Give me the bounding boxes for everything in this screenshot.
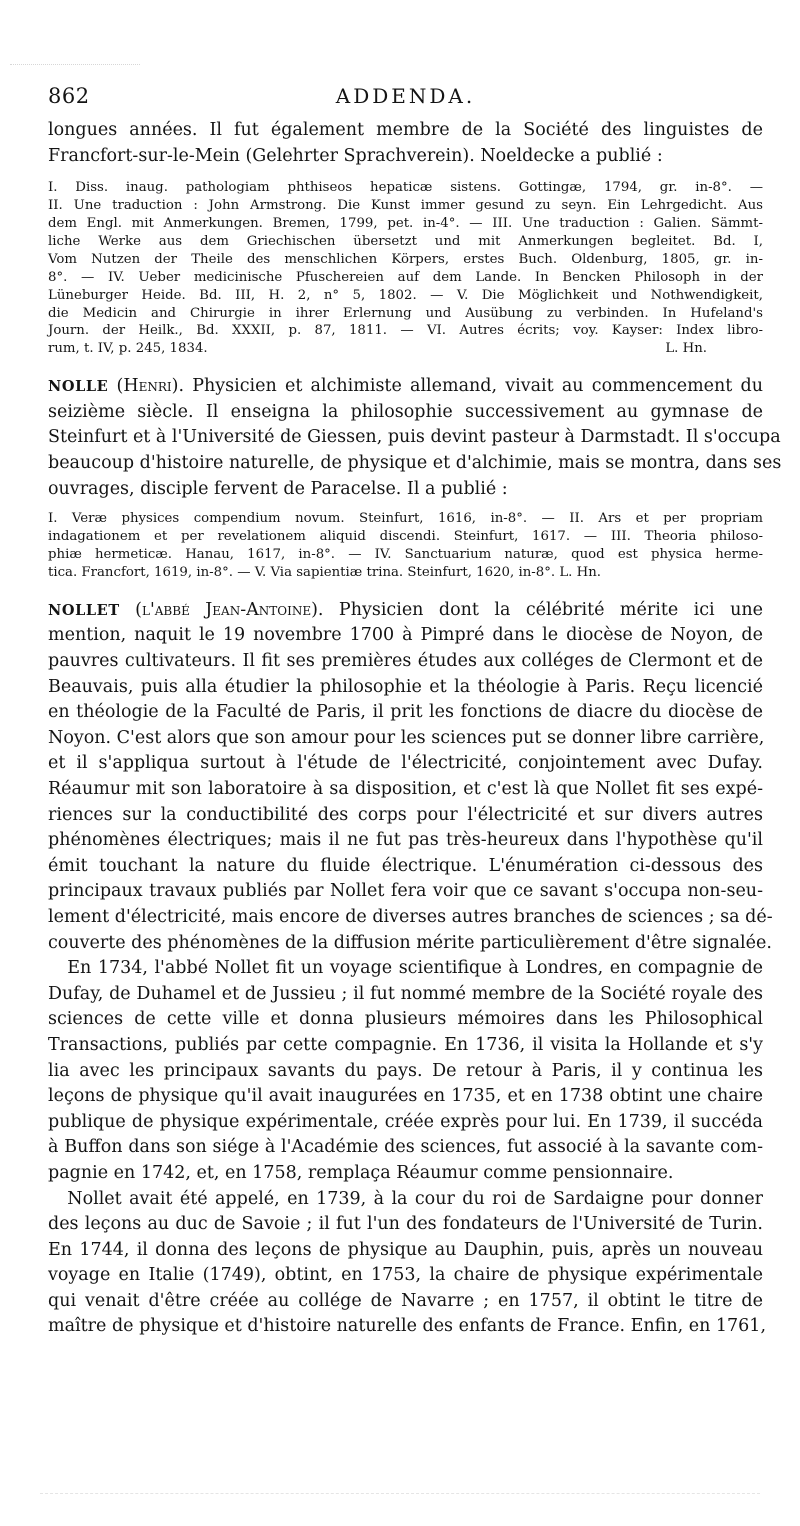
page-number: 862 — [48, 84, 90, 108]
biblio-line: liche Werke aus dem Griechischen übersetzt und mit Anmerkungen begleitet. Bd. I, — [48, 233, 763, 249]
entry-headword: NOLLET — [48, 601, 120, 619]
text-line: lia avec les principaux savants du pays. De retour à Paris, il y continua les — [48, 1060, 763, 1081]
text-fragment: Physicien dont la célébrité mérite ici une — [338, 599, 763, 620]
text-line: beaucoup d'histoire naturelle, de physique et d'alchimie, mais se montra, dans ses — [48, 453, 782, 474]
entry-nollet — [48, 598, 773, 956]
scan-bottom-edge — [40, 1493, 760, 1502]
biblio-line: Lüneburger Heide. Bd. III, H. 2, n° 5, 1802. — V. Die Möglichkeit und Nothwendigkeit, — [48, 287, 763, 303]
text-line: maître de physique et d'histoire naturelle des enfants de France. Enfin, en 1761, — [48, 1316, 767, 1337]
entry-nolle — [48, 374, 782, 502]
biblio-line: dem Engl. mit Anmerkungen. Bremen, 1799, pet. in-4°. — III. Une traduction : Galien. Sämmt- — [48, 216, 763, 231]
entry-name: (Henri). — [116, 376, 185, 397]
running-title: ADDENDA. — [335, 84, 476, 108]
biblio-line: tica. Francfort, 1619, in-8°. — V. Via sapientiæ trina. Steinfurt, 1620, in-8°. L. Hn. — [48, 564, 601, 580]
author-signature: L. Hn. — [665, 341, 707, 357]
text-line: et il s'appliqua surtout à l'étude de l'électricité, conjointement avec Dufay. — [48, 753, 763, 774]
text-line: Réaumur mit son laboratoire à sa disposition, et c'est là que Nollet fit ses expé- — [48, 779, 763, 799]
text-line: Francfort-sur-le-Mein (Gelehrter Sprachverein). Noeldecke a publié : — [48, 145, 663, 166]
text-line: Beauvais, puis alla étudier la philosophie et la théologie à Paris. Reçu licencié — [48, 676, 763, 697]
entry-name: (l'abbé Jean-Antoine). — [135, 599, 324, 620]
biblio-line: die Medicin and Chirurgie in ihrer Erlernung und Ausübung zu verbinden. In Hufeland's — [48, 305, 763, 321]
text-line: En 1744, il donna des leçons de physique au Dauphin, puis, après un nouveau — [48, 1239, 763, 1260]
text-line: riences sur la conductibilité des corps pour l'électricité et sur divers autres — [48, 804, 763, 825]
text-line: Nollet avait été appelé, en 1739, à la cour du roi de Sardaigne pour donner — [67, 1188, 763, 1209]
entry-headword: NOLLE — [48, 378, 109, 396]
text-line: émit touchant la nature du fluide électrique. L'énumération ci-dessous des — [48, 855, 763, 876]
text-fragment: Physicien et alchimiste allemand, vivait au commencement du — [192, 376, 763, 397]
text-line — [48, 374, 763, 400]
continuation-paragraph — [48, 118, 763, 169]
text-line: leçons de physique qu'il avait inaugurées en 1735, et en 1738 obtint une chaire — [48, 1086, 763, 1107]
page-body — [48, 118, 782, 1340]
biblio-line: I. Veræ physices compendium novum. Steinfurt, 1616, in-8°. — II. Ars et per propriam — [48, 511, 763, 527]
text-line: pauvres cultivateurs. Il fit ses premières études aux colléges de Clermont et de — [48, 651, 763, 672]
text-line: phénomènes électriques; mais il ne fut pas très-heureux dans l'hypothèse qu'il — [48, 830, 763, 851]
text-line: en théologie de la Faculté de Paris, il prit les fonctions de diacre du diocèse de — [48, 702, 763, 723]
text-line: En 1734, l'abbé Nollet fit un voyage scientifique à Londres, en compagnie de — [67, 958, 763, 979]
bibliography-noeldecke — [48, 179, 763, 358]
biblio-line: 8°. — IV. Ueber medicinische Pfuschereien auf dem Lande. In Bencken Philosoph in der — [48, 269, 763, 285]
scan-speckle — [10, 64, 140, 79]
text-line: lement d'électricité, mais encore de diverses autres branches de sciences ; sa dé- — [48, 906, 773, 927]
biblio-line: rum, t. IV, p. 245, 1834. — [48, 341, 208, 357]
text-line: mention, naquit le 19 novembre 1700 à Pimpré dans le diocèse de Noyon, de — [48, 625, 763, 646]
text-line: des leçons au duc de Savoie ; il fut l'un des fondateurs de l'Université de Turin. — [48, 1214, 763, 1235]
bibliography-nolle — [48, 510, 763, 582]
text-line: Transactions, publiés par cette compagnie. En 1736, il visita la Hollande et s'y — [48, 1034, 763, 1055]
text-line: Noyon. C'est alors que son amour pour les sciences put se donner libre carrière, — [48, 727, 765, 748]
biblio-line: phiæ hermeticæ. Hanau, 1617, in-8°. — IV. Sanctuarium naturæ, quod est physica herme- — [48, 547, 763, 563]
text-line: Dufay, de Duhamel et de Jussieu ; il fut nommé membre de la Société royale des — [48, 983, 763, 1004]
running-header — [48, 84, 763, 114]
text-line: principaux travaux publiés par Nollet fera voir que ce savant s'occupa non-seu- — [48, 881, 763, 902]
text-line — [48, 598, 763, 624]
biblio-line: Vom Nutzen der Theile des menschlichen Körpers, erstes Buch. Oldenburg, 1805, gr. in- — [48, 251, 763, 267]
biblio-line: I. Diss. inaug. pathologiam phthiseos hepaticæ sistens. Gottingæ, 1794, gr. in-8°. — — [48, 180, 763, 196]
biblio-line: II. Une traduction : John Armstrong. Die Kunst immer gesund zu seyn. Ein Lehrgedicht. Aus — [48, 198, 763, 214]
paragraph-1739 — [48, 1187, 767, 1341]
biblio-line: Journ. der Heilk., Bd. XXXII, p. 87, 1811. — VI. Autres écrits; voy. Kayser: Index libro- — [48, 323, 763, 339]
paragraph-1734 — [48, 956, 763, 1186]
text-line: seizième siècle. Il enseigna la philosophie successivement au gymnase de — [48, 401, 763, 422]
text-line: à Buffon dans son siége à l'Académie des sciences, fut associé à la savante com- — [48, 1137, 763, 1158]
biblio-line: indagationem et per revelationem aliquid discendi. Steinfurt, 1617. — III. Theoria philoso- — [48, 529, 763, 545]
text-line: voyage en Italie (1749), obtint, en 1753, la chaire de physique expérimentale — [48, 1265, 763, 1286]
text-line: longues années. Il fut également membre de la Société des linguistes de — [48, 120, 763, 140]
text-line: publique de physique expérimentale, créée exprès pour lui. En 1739, il succéda — [48, 1111, 763, 1132]
text-line: Steinfurt et à l'Université de Giessen, puis devint pasteur à Darmstadt. Il s'occupa — [48, 427, 781, 448]
text-fragment: sciences de cette ville et donna plusieurs mémoires dans les Philosophical — [48, 1009, 763, 1030]
text-line: ouvrages, disciple fervent de Paracelse. Il a publié : — [48, 478, 508, 499]
text-line: qui venait d'être créée au collége de Navarre ; en 1757, il obtint le titre de — [48, 1290, 763, 1311]
text-line: couverte des phénomènes de la diffusion mérite particulièrement d'être signalée. — [48, 932, 772, 953]
text-line — [48, 1007, 763, 1033]
text-line: pagnie en 1742, et, en 1758, remplaça Réaumur comme pensionnaire. — [48, 1162, 674, 1183]
